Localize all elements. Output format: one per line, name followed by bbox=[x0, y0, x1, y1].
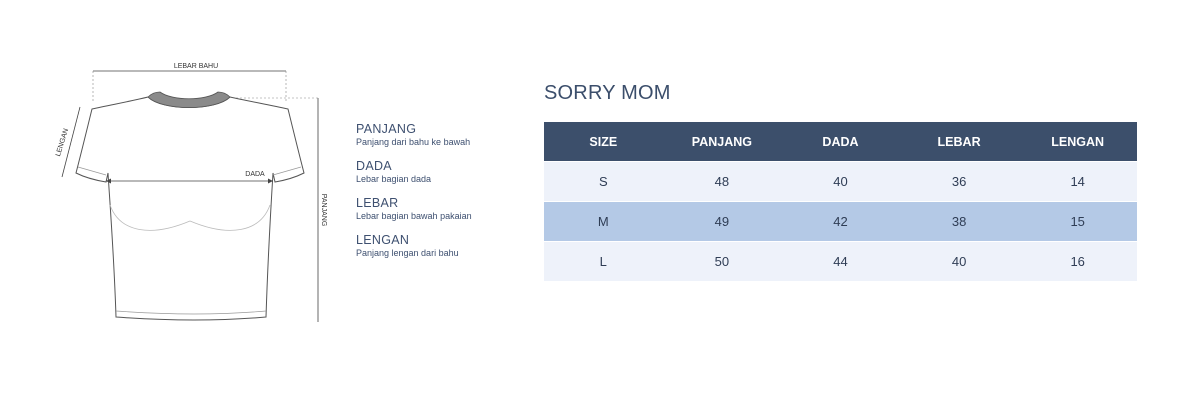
measurement-legend bbox=[356, 122, 526, 270]
size-guide-diagram bbox=[40, 55, 340, 335]
legend-title: DADA bbox=[356, 159, 392, 173]
table-cell: S bbox=[544, 162, 663, 202]
table-cell: 48 bbox=[663, 162, 782, 202]
legend-description: Lebar bagian dada bbox=[356, 174, 432, 184]
shoulder-label: LEBAR BAHU bbox=[173, 63, 219, 70]
legend-description: Panjang lengan dari bahu bbox=[356, 248, 459, 258]
table-row bbox=[544, 202, 1137, 242]
table-cell: 42 bbox=[781, 202, 900, 242]
legend-item-panjang bbox=[356, 122, 526, 148]
legend-item-dada bbox=[356, 159, 526, 185]
table-row bbox=[544, 242, 1137, 282]
legend-title: PANJANG bbox=[356, 122, 417, 136]
column-header-size: SIZE bbox=[544, 122, 663, 162]
table-cell: 36 bbox=[900, 162, 1019, 202]
legend-description: Panjang dari bahu ke bawah bbox=[356, 137, 471, 147]
length-label: PANJANG bbox=[320, 193, 327, 227]
legend-title: LENGAN bbox=[356, 233, 410, 247]
table-cell: 14 bbox=[1018, 162, 1137, 202]
table-cell: 50 bbox=[663, 242, 782, 282]
size-chart-table bbox=[544, 122, 1137, 281]
column-header-panjang: PANJANG bbox=[663, 122, 782, 162]
legend-description: Lebar bagian bawah pakaian bbox=[356, 211, 472, 221]
chest-label: DADA bbox=[245, 171, 265, 178]
table-cell: 16 bbox=[1018, 242, 1137, 282]
product-title: SORRY MOM bbox=[544, 82, 671, 104]
tshirt-illustration bbox=[40, 55, 340, 335]
table-cell: M bbox=[544, 202, 663, 242]
column-header-lebar: LEBAR bbox=[900, 122, 1019, 162]
table-cell: 40 bbox=[781, 162, 900, 202]
column-header-lengan: LENGAN bbox=[1018, 122, 1137, 162]
table-header-row bbox=[544, 122, 1137, 162]
shirt-outline bbox=[76, 97, 304, 320]
table-cell: 49 bbox=[663, 202, 782, 242]
table-cell: 38 bbox=[900, 202, 1019, 242]
table-cell: 44 bbox=[781, 242, 900, 282]
table-cell: L bbox=[544, 242, 663, 282]
legend-title: LEBAR bbox=[356, 196, 399, 210]
table-row bbox=[544, 162, 1137, 202]
legend-item-lengan bbox=[356, 233, 526, 259]
table-cell: 40 bbox=[900, 242, 1019, 282]
sleeve-label: LENGAN bbox=[55, 127, 71, 158]
table-cell: 15 bbox=[1018, 202, 1137, 242]
column-header-dada: DADA bbox=[781, 122, 900, 162]
legend-item-lebar bbox=[356, 196, 526, 222]
